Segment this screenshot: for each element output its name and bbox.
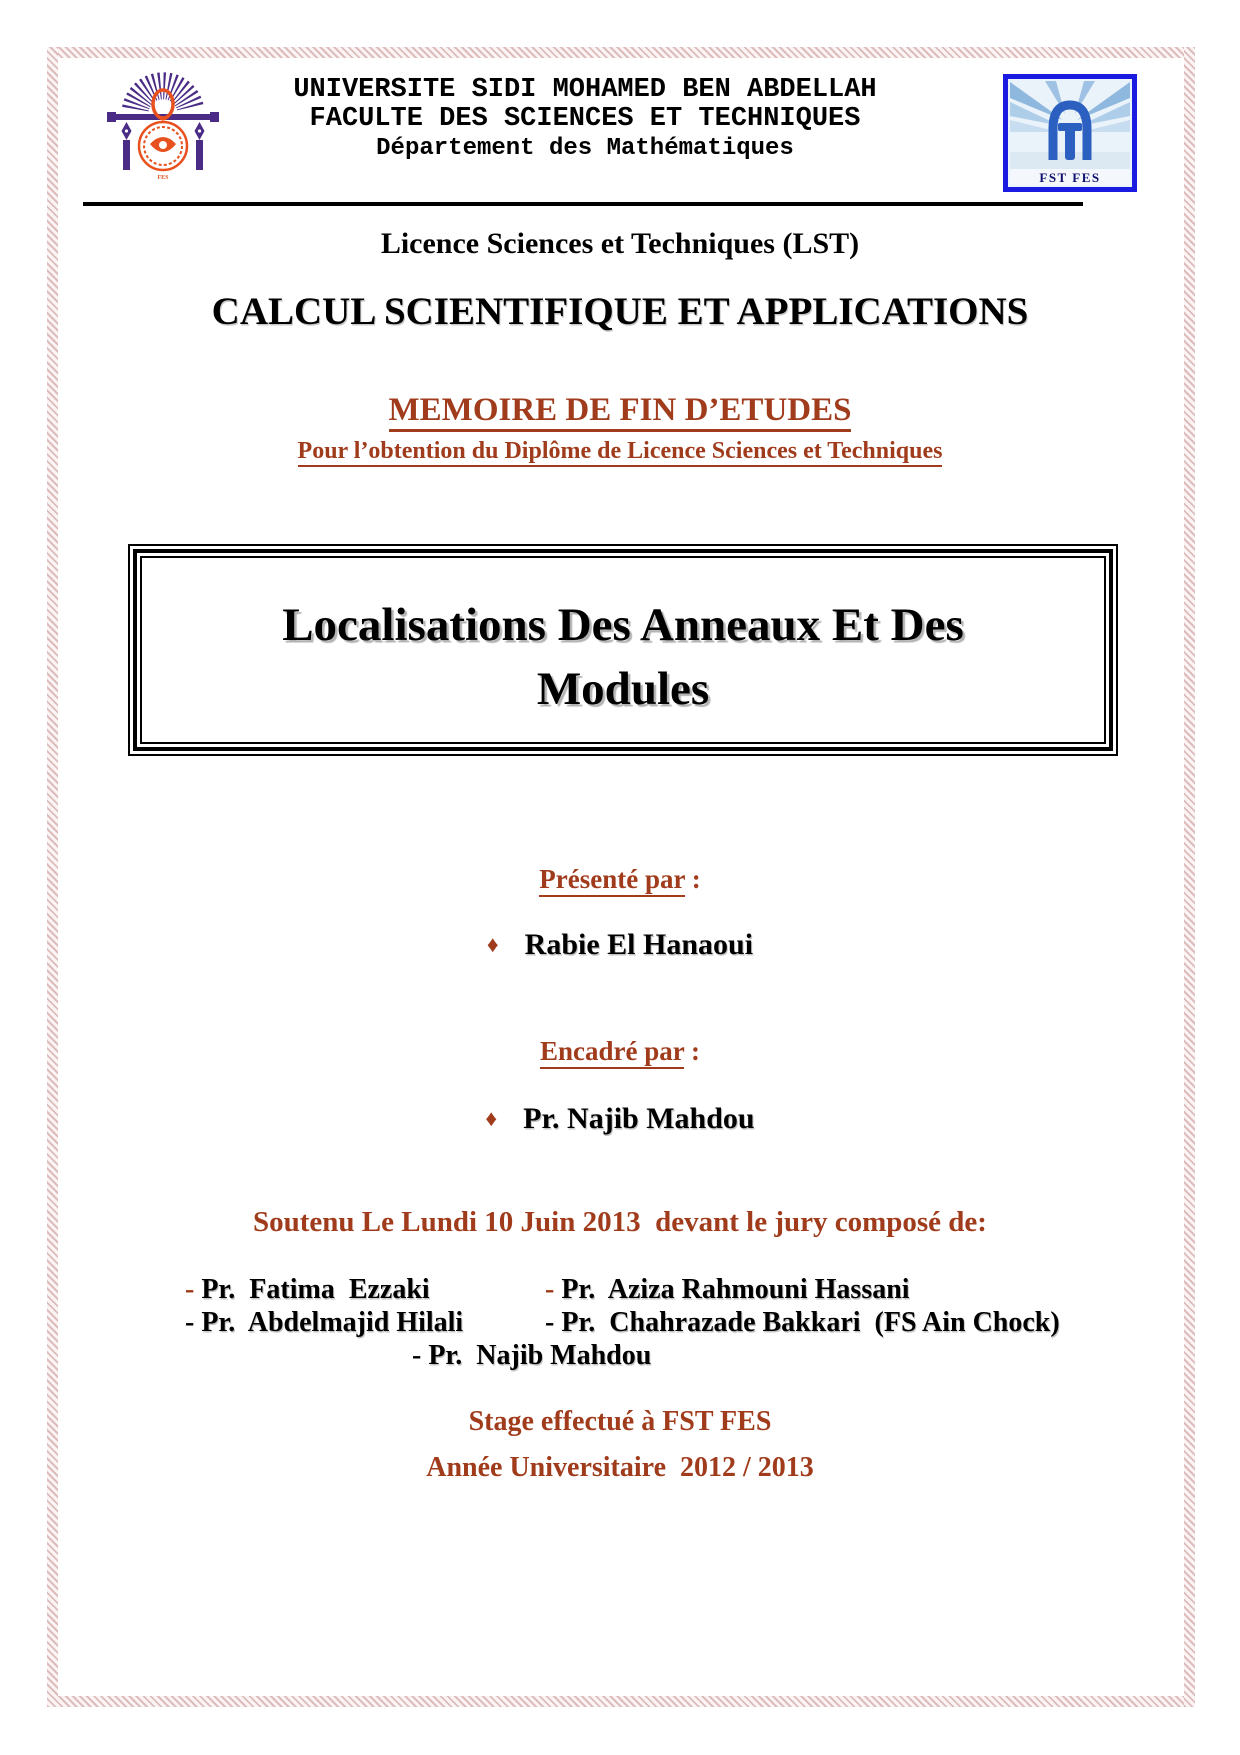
page-border-top bbox=[47, 47, 1195, 58]
fst-fes-logo-icon bbox=[1003, 74, 1137, 192]
program-heading: Licence Sciences et Techniques (LST) bbox=[380, 227, 860, 260]
thesis-title-line2: Modules bbox=[536, 663, 710, 715]
jury-member: - Pr. Chahrazade Bakkari (FS Ain Chock) bbox=[545, 1307, 1060, 1338]
dash: - bbox=[185, 1274, 202, 1305]
svg-text:FES: FES bbox=[157, 175, 169, 181]
stage-note: Stage effectué à FST FES bbox=[468, 1406, 772, 1437]
dash: - bbox=[545, 1307, 562, 1338]
student-name: Rabie El Hanaoui bbox=[524, 928, 754, 961]
jury-member: - Pr. Abdelmajid Hilali bbox=[185, 1307, 464, 1338]
jury-member: - Pr. Najib Mahdou bbox=[412, 1340, 652, 1371]
academic-year: Année Universitaire 2012 / 2013 bbox=[426, 1452, 814, 1483]
presented-by-label: Présenté par : bbox=[0, 864, 1240, 895]
faculty-name: FACULTE DES SCIENCES ET TECHNIQUES bbox=[309, 104, 861, 134]
diamond-bullet-icon: ♦ bbox=[485, 1106, 498, 1131]
defense-intro: Soutenu Le Lundi 10 Juin 2013 devant le jury composé de: bbox=[253, 1206, 987, 1238]
header-institution-block bbox=[250, 76, 920, 164]
department-name: Département des Mathématiques bbox=[376, 135, 794, 162]
supervised-by-name-line bbox=[0, 1102, 1240, 1136]
dash: - bbox=[545, 1274, 562, 1305]
university-emblem-icon bbox=[93, 64, 233, 186]
fst-logo-label: FST FES bbox=[1039, 170, 1101, 185]
purpose-heading: Pour l’obtention du Diplôme de Licence Sciences et Techniques bbox=[0, 438, 1240, 465]
thesis-title-line1: Localisations Des Anneaux Et Des bbox=[282, 599, 964, 651]
dash: - bbox=[412, 1340, 429, 1371]
memoire-heading: MEMOIRE DE FIN D’ETUDES bbox=[0, 392, 1240, 429]
thesis-title-box bbox=[128, 544, 1118, 756]
university-name: UNIVERSITE SIDI MOHAMED BEN ABDELLAH bbox=[293, 75, 877, 105]
supervisor-name: Pr. Najib Mahdou bbox=[523, 1102, 755, 1135]
jury-member: - Pr. Fatima Ezzaki bbox=[185, 1274, 430, 1305]
page-border-bottom bbox=[47, 1696, 1195, 1707]
header-divider bbox=[83, 202, 1083, 206]
diamond-bullet-icon: ♦ bbox=[486, 932, 499, 957]
jury-member: - Pr. Aziza Rahmouni Hassani bbox=[545, 1274, 910, 1305]
presented-by-name-line bbox=[0, 928, 1240, 962]
specialty-heading: CALCUL SCIENTIFIQUE ET APPLICATIONS bbox=[211, 290, 1029, 333]
dash: - bbox=[185, 1307, 202, 1338]
supervised-by-label: Encadré par : bbox=[0, 1036, 1240, 1067]
